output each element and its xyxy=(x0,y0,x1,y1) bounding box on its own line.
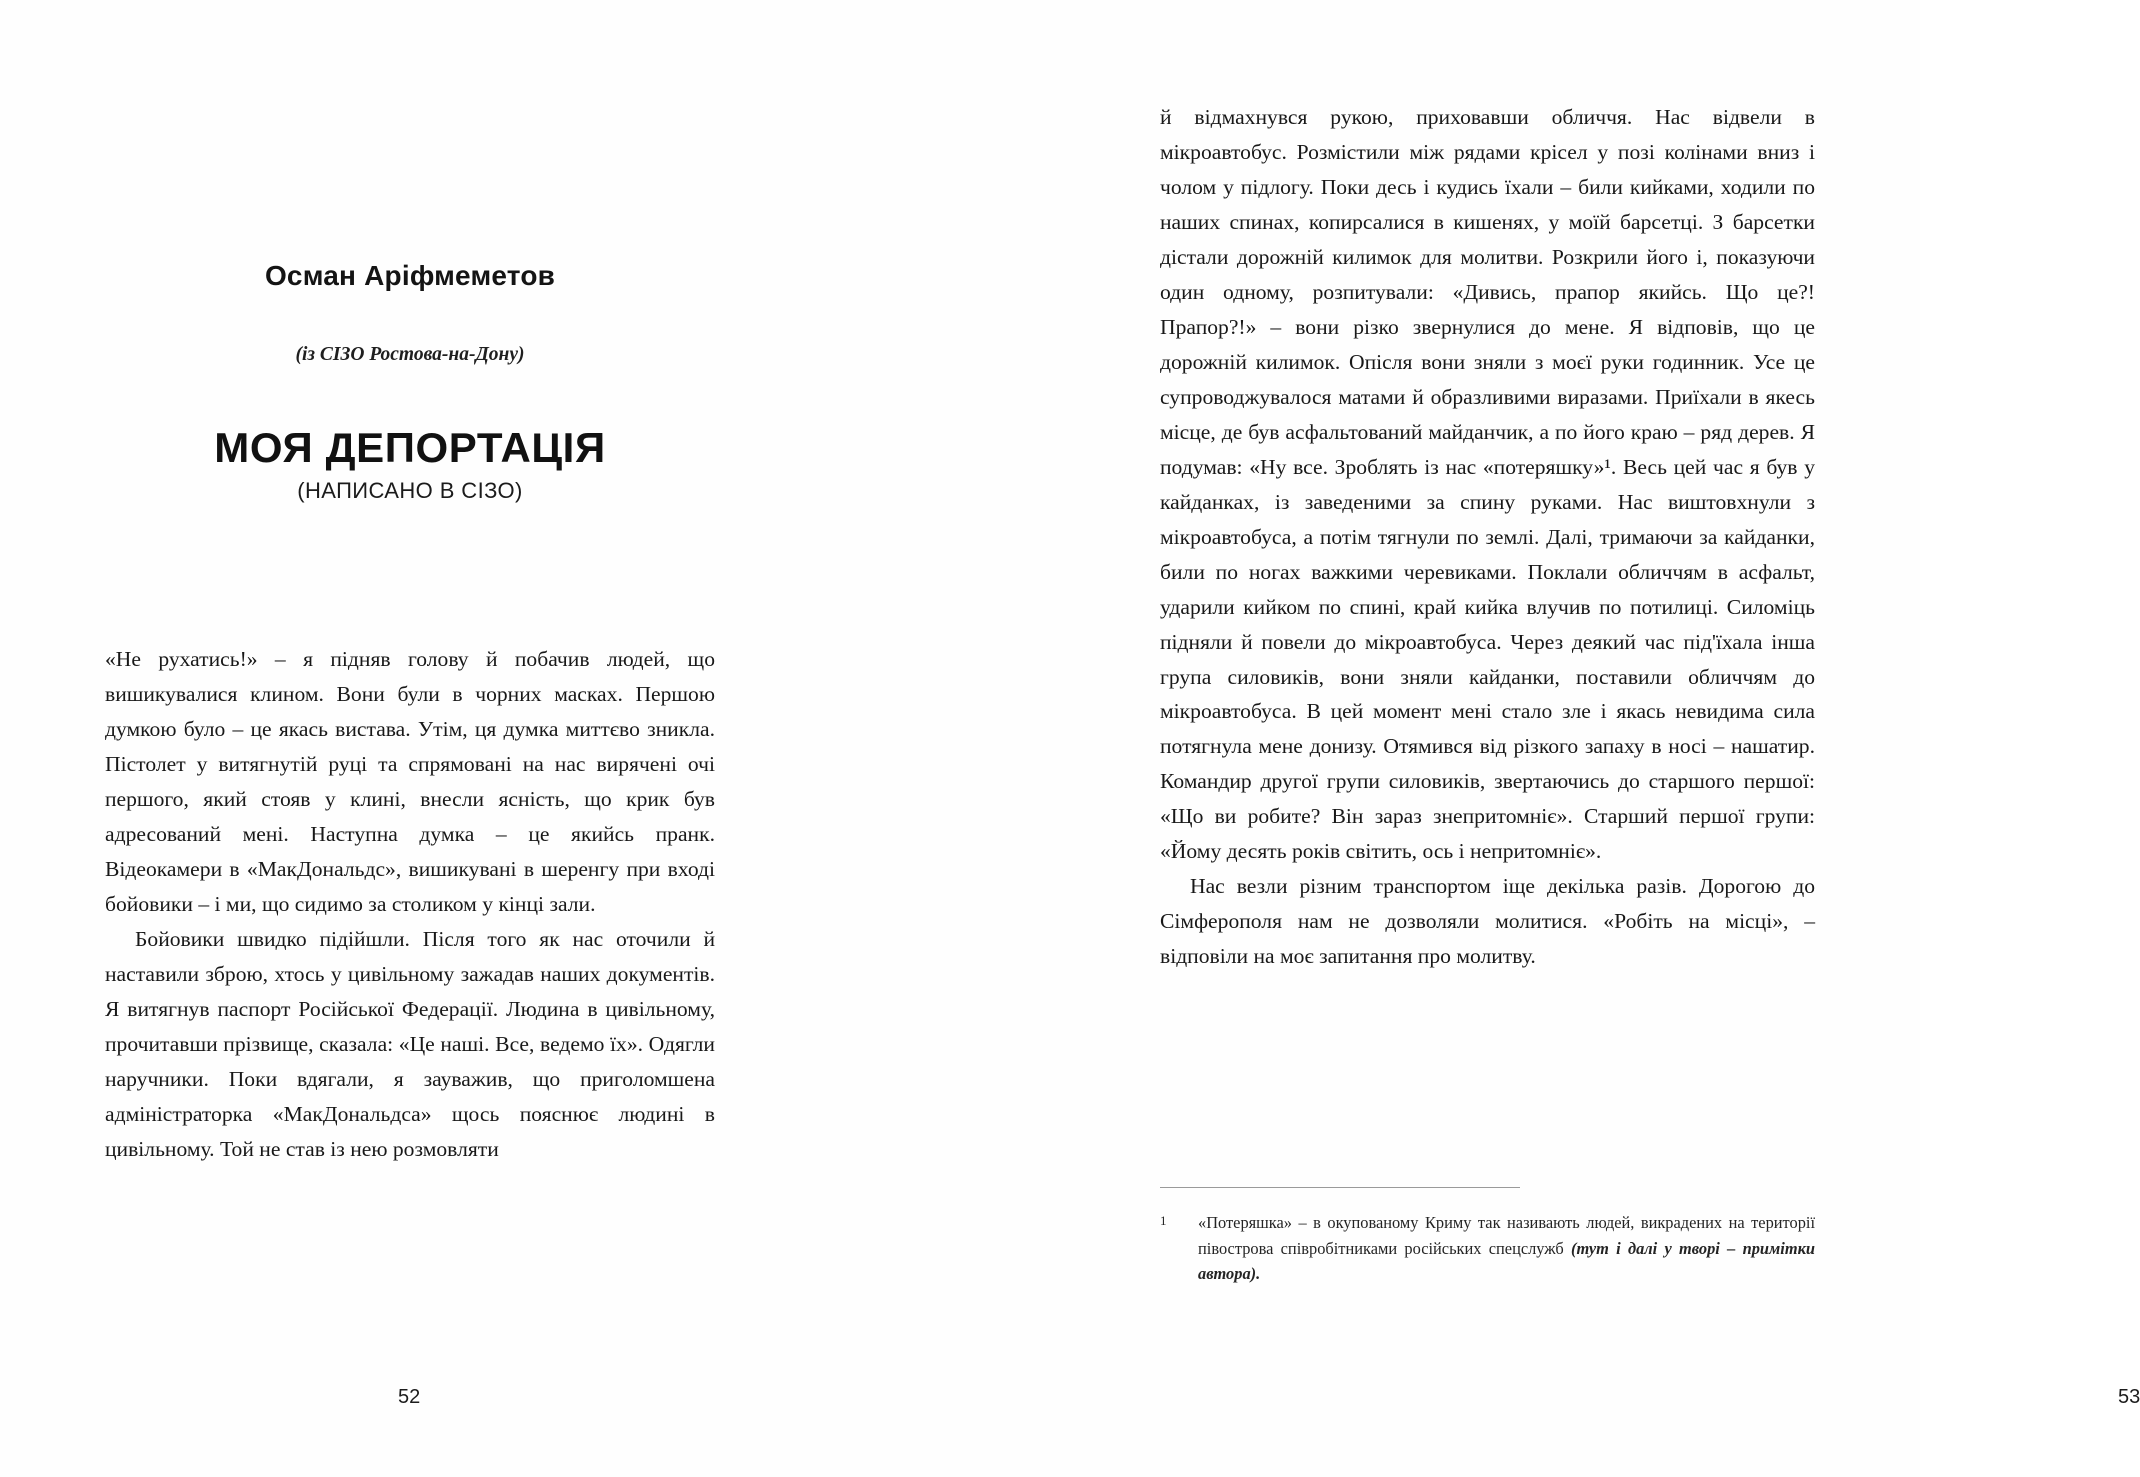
author-name: Осман Аріфмеметов xyxy=(264,260,556,291)
title-block xyxy=(105,260,715,504)
body-text-left xyxy=(105,642,715,1167)
source-note: (із СІЗО Ростова-на-Дону) xyxy=(295,344,525,365)
footnote xyxy=(1160,1210,1815,1287)
paragraph: «Не рухатись!» – я підняв голову й побачив людей, що вишикувалися клином. Вони були в чорних масках. Першою думкою було – це якась вистава. Утім, ця думка миттєво зникла. Пістолет у витягнутій руці та спрямовані на нас вирячені очі першого, який стояв у клині, внесли ясність, що крик був адресований мені. Наступна думка – це якийсь пранк. Відеокамери в «МакДональдс», вишикувані в шеренгу при вході бойовики – і ми, що сидимо за столиком у кінці зали. xyxy=(105,647,715,916)
footnote-zone xyxy=(1160,1187,1815,1287)
paragraph: Бойовики швидко підійшли. Після того як нас оточили й наставили зброю, хтось у цивільному зажадав наших документів. Я витягнув паспорт Російської Федерації. Людина в цивільному, прочитавши прізвище, сказала: «Це наші. Все, ведемо їх». Одягли наручники. Поки вдягали, я зауважив, що приголомшена адміністраторка «МакДональдса» щось пояснює людині в цивільному. Той не став із нею розмовляти xyxy=(105,926,715,1161)
footnote-divider xyxy=(1160,1187,1520,1188)
footnote-body xyxy=(1198,1210,1815,1287)
body-text-right xyxy=(1160,100,1815,974)
paragraph: й відмахнувся рукою, приховавши обличчя. Нас відвели в мікроавтобус. Розмістили між рядами крісел у позі колінами вниз і чолом у підлогу. Поки десь і кудись їхали – били кийками, ходили по наших спинах, копирсалися в кишенях, у моїй барсетці. З барсетки дістали дорожній килимок для молитви. Розкрили його і, показуючи один одному, розпитували: «Дивись, прапор якийсь. Що це?! Прапор?!» – вони різко звернулися до мене. Я відповів, що це дорожній килимок. Опісля вони зняли з моєї руки годинник. Усе це супроводжувалося матами й образливими виразами. Приїхали в якесь місце, де був асфальтований майданчик, а по його краю – ряд дерев. Я подумав: «Ну все. Зроблять із нас «потеряшку»¹. Весь цей час я був у кайданках, із заведеними за спину руками. Нас виштовхнули з мікроавтобуса, а потім тягнули по землі. Далі, тримаючи за кайданки, били по ногах важкими черевиками. Поклали обличчям в асфальт, ударили кийком по спині, край кийка влучив по потилиці. Силоміць підняли й повели до мікроавтобуса. Через деякий час під'їхала інша група силовиків, вони зняли кайданки, поставили обличчям до мікроавтобуса. В цей момент мені стало зле і якась невидима сила потягнула мене донизу. Отямився від різкого запаху в носі – нашатир. Командир другої групи силовиків, звертаючись до старшого першої: «Що ви робите? Він зараз знепритомніє». Старший першої групи: «Йому десять років світить, ось і непритомніє». xyxy=(1160,105,1815,864)
page-number-left: 52 xyxy=(398,1386,421,1408)
footnote-marker: 1 xyxy=(1160,1213,1167,1229)
paragraph: Нас везли різним транспортом іще декілька разів. Дорогою до Сімферополя нам не дозволяли молитися. «Робіть на місці», – відповіли на моє запитання про молитву. xyxy=(1160,874,1815,969)
page-number-right: 53 xyxy=(2118,1386,2140,1408)
work-title: МОЯ ДЕПОРТАЦІЯ xyxy=(214,424,606,471)
page-right xyxy=(960,0,2140,1477)
footnote-attribution: (тут і далі у творі – примітки автора). xyxy=(1198,1238,1815,1284)
footnote-text: «Потеряшка» – в окупованому Криму так називають людей, викрадених на території півострова співробітниками російських спецслужб xyxy=(1198,1213,1815,1258)
work-subtitle: (НАПИСАНО В СІЗО) xyxy=(297,478,523,504)
page-left xyxy=(0,0,960,1477)
